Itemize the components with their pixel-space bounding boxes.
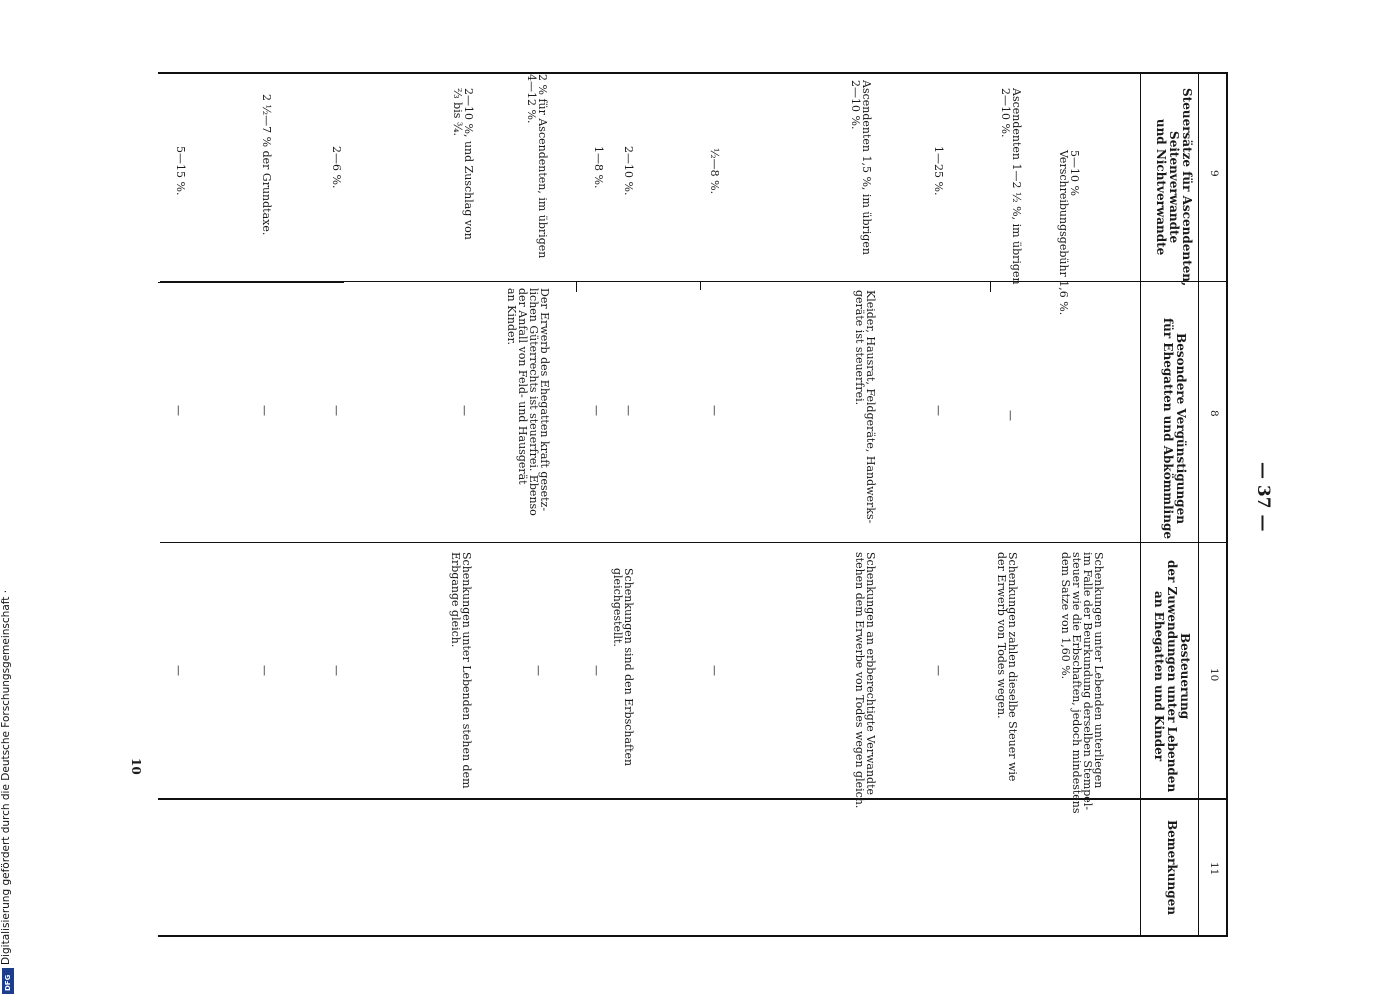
row-8-benefits: — <box>458 405 471 416</box>
header-rule-outer <box>1226 72 1228 937</box>
row-3-benefits: Kleider, Hausrat, Feldgeräte, Handwerks- geräte ist steuerfrei. <box>853 290 877 524</box>
row-rule-c <box>576 282 577 292</box>
row-rule-a <box>990 282 991 292</box>
row-3-gifts: Schenkungen an erbberechtigte Verwandte stehen dem Erwerbe von Todes wegen gleich. <box>853 552 877 809</box>
row-rule-d <box>158 282 344 283</box>
row-6-rates: 1—8 %. <box>592 146 605 189</box>
row-5-gifts: Schenkungen sind den Erbschaften gleichgestellt. <box>611 568 635 767</box>
col11-number: 11 <box>1208 862 1220 876</box>
row-7-rates: 2 % für Ascendenten, im übrigen 4—12 %. <box>525 74 549 259</box>
row-11-gifts: — <box>172 665 185 676</box>
row-1-benefits: — <box>1004 410 1017 421</box>
row-7-benefits: Der Erwerb des Ehegatten kraft gesetz- lichen Güterrechts ist steuerfrei. Ebenso der Anfall von Feld- und Hausgerät an Kinder. <box>505 288 551 516</box>
page-number: — 37 — <box>1253 462 1273 532</box>
row-11-benefits: — <box>172 405 185 416</box>
row-9-rates: 2—6 %. <box>330 146 343 189</box>
row-4-gifts: — <box>708 665 721 676</box>
row-1-rates: Ascendenten 1—2 ½ %, im übrigen 2—10 %. <box>999 88 1023 285</box>
col-mid-separator-rule <box>160 542 1227 543</box>
col9-header: Steuersätze für Ascendenten, Seitenverwandte und Nichtverwandte <box>1154 88 1194 287</box>
table-top-rule <box>158 72 1228 74</box>
row-0-gifts: Schenkungen unter Lebenden unterliegen im Falle der Beurkundung derselben Stempel- steuer wie die Erbschaften, jedoch mindestens dem Satze von 1,60 %. <box>1059 552 1105 814</box>
table-bottom-rule <box>158 935 1228 937</box>
col9-number: 9 <box>1208 170 1220 177</box>
col-mid-header: Besondere Vergünstigungen für Ehegatten und Abkömmlinge <box>1161 318 1188 539</box>
row-11-rates: 5—15 %. <box>174 146 187 196</box>
row-4-rates: ½—8 %. <box>708 148 721 195</box>
row-10-benefits: — <box>258 405 271 416</box>
col10-header: Besteuerung der Zuwendungen unter Lebenden an Ehegatten und Kinder <box>1152 560 1192 793</box>
row-rule-b <box>700 282 701 290</box>
col11-header: Bemerkungen <box>1165 820 1179 915</box>
footer-page-number: 10 <box>129 758 143 775</box>
dfg-logo <box>2 968 14 994</box>
row-9-benefits: — <box>330 405 343 416</box>
col10-number: 10 <box>1208 668 1220 682</box>
header-rule-inner <box>1140 72 1141 937</box>
row-8-gifts: Schenkungen unter Lebenden stehen dem Erbgange gleich. <box>449 552 473 789</box>
row-8-rates: 2—10 %, und Zuschlag von ⅔ bis ¾. <box>451 88 475 240</box>
row-9-gifts: — <box>330 665 343 676</box>
dfg-logo-text: DFG <box>4 974 12 991</box>
row-6-benefits: — <box>590 405 603 416</box>
row-5-rates: 2—10 %. <box>622 146 635 196</box>
row-1-gifts: Schenkungen zahlen dieselbe Steuer wie der Erwerb von Todes wegen. <box>995 552 1019 782</box>
row-5-benefits: — <box>622 405 635 416</box>
digitization-note: Digitalisierung gefördert durch die Deutsche Forschungsgemeinschaft · <box>0 589 12 965</box>
row-2-rates: 1—25 %. <box>932 146 945 196</box>
row-6-gifts: — <box>590 665 603 676</box>
header-rule-numbers <box>1198 72 1199 937</box>
row-10-rates: 2 ½—7 % der Grundtaxe. <box>260 94 273 236</box>
row-2-gifts: — <box>932 665 945 676</box>
row-10-gifts: — <box>258 665 271 676</box>
row-3-rates: Ascendenten 1,5 %, im übrigen 2—10 %. <box>849 80 873 255</box>
row-7-gifts: — <box>532 665 545 676</box>
row-4-benefits: — <box>708 405 721 416</box>
col-mid-number: 8 <box>1208 410 1220 417</box>
row-0-rates: 5—10 % Verschreibungsgebühr 1,6 %. <box>1057 150 1081 316</box>
row-2-benefits: — <box>932 405 945 416</box>
